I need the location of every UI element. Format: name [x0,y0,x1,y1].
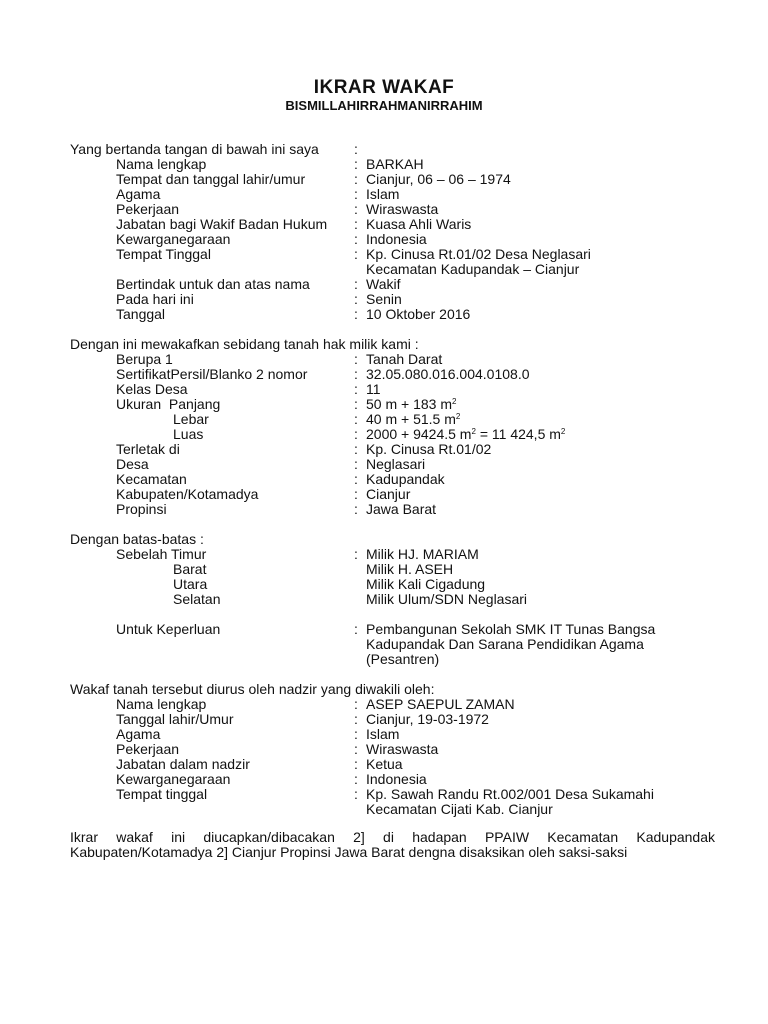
field-value: Senin [366,291,402,307]
field-value: Jawa Barat [366,501,437,517]
field-value: Kecamatan Kadupandak – Cianjur [366,261,580,277]
tanah-kecamatan-row [70,472,715,487]
field-label: Tanggal [116,306,166,322]
tanah-desa-row [70,457,715,472]
field-value: Wiraswasta [366,201,439,217]
colon: : [354,471,358,487]
tanah-kelas-row [70,382,715,397]
batas-keperluan-row [70,622,715,637]
field-label: Berupa 1 [116,351,173,367]
field-label: Terletak di [116,441,180,457]
field-label: Bertindak untuk dan atas nama [116,276,310,292]
field-label: Barat [173,561,207,577]
field-label: Desa [116,456,149,472]
field-label: Kewarganegaraan [116,231,231,247]
field-value: Neglasari [366,456,426,472]
field-label: Nama lengkap [116,696,207,712]
tanah-terletak-row [70,442,715,457]
wakif-intro-row [70,142,715,157]
field-value: Kp. Cinusa Rt.01/02 [366,441,492,457]
batas-utara-row [70,577,715,592]
field-value: 32.05.080.016.004.0108.0 [366,366,530,382]
tanah-intro-row [70,337,715,352]
colon: : [354,306,358,322]
nadzir-tempat-row-2 [70,802,715,817]
tanah-section [70,337,715,517]
field-value: Tanah Darat [366,351,443,367]
field-label: Tempat dan tanggal lahir/umur [116,171,306,187]
batas-selatan-row [70,592,715,607]
field-value: 2000 + 9424.5 $m^2 = 11$ 424,5 $m^2$ [366,426,566,442]
wakif-tanggal-row [70,307,715,322]
field-value: 50 m + 183 $m^2$ [366,396,457,412]
document-title: IKRAR WAKAF [313,77,455,98]
nadzir-agama-row [70,727,715,742]
field-value: Milik H. ASEH [366,561,454,577]
field-label: Lebar [173,411,209,427]
colon: : [354,186,358,202]
colon: : [354,201,358,217]
field-label: Propinsi [116,501,167,517]
nadzir-tgl-row [70,712,715,727]
colon: : [354,171,358,187]
nadzir-intro-row [70,682,715,697]
field-value: Cianjur [366,486,411,502]
wakif-intro: Yang bertanda tangan di bawah ini saya [70,141,319,157]
colon: : [354,621,358,637]
tanah-kabupaten-row [70,487,715,502]
nadzir-section [70,682,715,817]
field-value: Kp. Sawah Randu Rt.002/001 Desa Sukamahi [366,786,654,802]
colon: : [354,411,358,427]
field-value: Wiraswasta [366,741,439,757]
tanah-berupa-row [70,352,715,367]
field-label: Pada hari ini [116,291,194,307]
tanah-panjang-row [70,397,715,412]
field-label: Agama [116,726,161,742]
colon: : [354,501,358,517]
field-label: Agama [116,186,161,202]
field-value: Milik HJ. MARIAM [366,546,479,562]
colon: : [354,486,358,502]
field-label: Utara [173,576,208,592]
colon: : [354,351,358,367]
field-value: Wakif [366,276,401,292]
tanah-intro: Dengan ini mewakafkan sebidang tanah hak milik kami : [70,336,419,352]
field-label: Selatan [173,591,221,607]
closing-paragraph [70,830,715,860]
field-value: Indonesia [366,231,427,247]
nadzir-intro: Wakaf tanah tersebut diurus oleh nadzir yang diwakili oleh: [70,681,435,697]
colon: : [354,231,358,247]
batas-keperluan-row-2 [70,637,715,652]
colon: : [354,426,358,442]
colon: : [354,696,358,712]
field-label: Pekerjaan [116,201,180,217]
colon: : [354,741,358,757]
colon: : [354,246,358,262]
field-value: Kuasa Ahli Waris [366,216,472,232]
field-label: Ukuran Panjang [116,396,221,412]
field-value: Kecamatan Cijati Kab. Cianjur [366,801,553,817]
field-value: 10 Oktober 2016 [366,306,471,322]
nadzir-tempat-row [70,787,715,802]
field-label: Kewarganegaraan [116,771,231,787]
closing-line-1: Ikrar wakaf ini diucapkan/dibacakan 2] di hadapan PPAIW Kecamatan Kadupandak [70,829,715,845]
field-value: BARKAH [366,156,424,172]
wakif-tempat-row-2 [70,262,715,277]
field-label: Untuk Keperluan [116,621,221,637]
nadzir-kewarga-row [70,772,715,787]
colon: : [354,291,358,307]
document-subtitle: BISMILLAHIRRAHMANIRRAHIM [285,98,483,113]
colon: : [354,726,358,742]
colon: : [354,156,358,172]
wakif-hari-row [70,292,715,307]
colon: : [354,771,358,787]
field-label: Kabupaten/Kotamadya [116,486,259,502]
field-value: Islam [366,726,400,742]
colon: : [354,141,358,157]
field-value: Milik Kali Cigadung [366,576,486,592]
field-value: ASEP SAEPUL ZAMAN [366,696,515,712]
tanah-sertifikat-row [70,367,715,382]
tanah-luas-row [70,427,715,442]
colon: : [354,441,358,457]
field-value: Cianjur, 19-03-1972 [366,711,489,727]
batas-keperluan-row-3 [70,652,715,667]
nadzir-pekerjaan-row [70,742,715,757]
field-label: Nama lengkap [116,156,207,172]
colon: : [354,711,358,727]
colon: : [354,276,358,292]
colon: : [354,381,358,397]
field-label: Jabatan bagi Wakif Badan Hukum [116,216,328,232]
wakif-pekerjaan-row [70,202,715,217]
field-label: Luas [173,426,204,442]
batas-section [70,532,715,667]
field-value: (Pesantren) [366,651,440,667]
wakif-nama-row [70,157,715,172]
field-value: 11 [366,381,381,397]
field-label: Kelas Desa [116,381,188,397]
field-value: Ketua [366,756,403,772]
colon: : [354,756,358,772]
nadzir-jabatan-row [70,757,715,772]
field-value: 40 m + 51.5 $m^2$ [366,411,461,427]
colon: : [354,366,358,382]
closing-line-2: Kabupaten/Kotamadya 2] Cianjur Propinsi Jawa Barat dengna disaksikan oleh saksi-saksi [70,844,628,860]
field-label: Tanggal lahir/Umur [116,711,234,727]
field-label: Sebelah Timur [116,546,207,562]
wakif-jabatan-row [70,217,715,232]
field-value: Indonesia [366,771,427,787]
colon: : [354,786,358,802]
wakif-section [70,142,715,322]
field-label: Jabatan dalam nadzir [116,756,250,772]
field-value: Kadupandak [366,471,445,487]
batas-intro-row [70,532,715,547]
field-value: Pembangunan Sekolah SMK IT Tunas Bangsa [366,621,656,637]
wakif-bertindak-row [70,277,715,292]
field-label: Pekerjaan [116,741,180,757]
batas-barat-row [70,562,715,577]
field-label: Tempat tinggal [116,786,208,802]
colon: : [354,546,358,562]
field-label: Kecamatan [116,471,187,487]
tanah-lebar-row [70,412,715,427]
colon: : [354,216,358,232]
field-label: Tempat Tinggal [116,246,211,262]
colon: : [354,456,358,472]
field-value: Milik Ulum/SDN Neglasari [366,591,528,607]
wakif-ttl-row [70,172,715,187]
colon: : [354,396,358,412]
nadzir-nama-row [70,697,715,712]
wakif-agama-row [70,187,715,202]
batas-timur-row [70,547,715,562]
field-label: SertifikatPersil/Blanko 2 nomor [116,366,308,382]
field-value: Kadupandak Dan Sarana Pendidikan Agama [366,636,644,652]
field-value: Cianjur, 06 – 06 – 1974 [366,171,511,187]
field-value: Islam [366,186,400,202]
wakif-kewarga-row [70,232,715,247]
field-value: Kp. Cinusa Rt.01/02 Desa Neglasari [366,246,591,262]
wakif-tempat-row [70,247,715,262]
batas-intro: Dengan batas-batas : [70,531,204,547]
tanah-propinsi-row [70,502,715,517]
